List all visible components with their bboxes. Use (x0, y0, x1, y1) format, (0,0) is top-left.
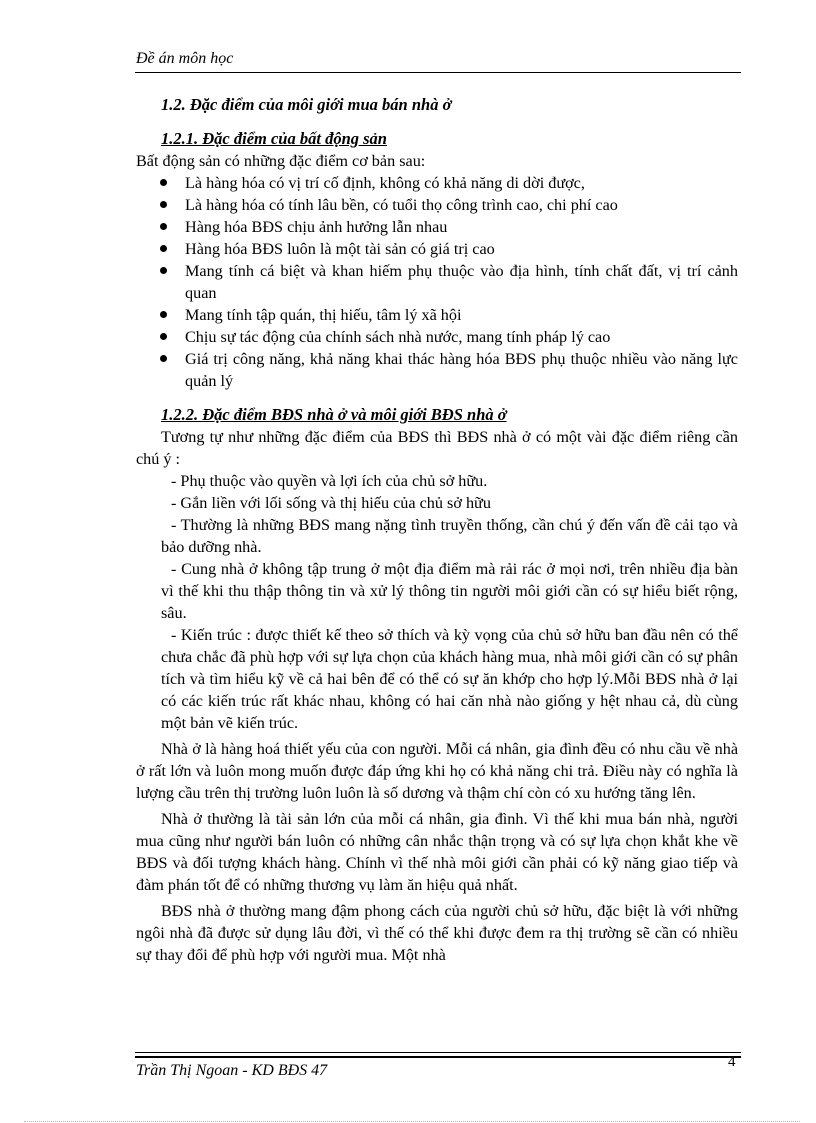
bullet-icon (160, 245, 167, 252)
paragraph: BĐS nhà ở thường mang đậm phong cách của người chủ sở hữu, đặc biệt là với những ngôi nhà đã được sử dụng lâu đời, vì thế có thể khi được đem ra thị trường sẽ cần có nhiều sự thay đổi để phù hợp với người mua. Một nhà (136, 902, 738, 964)
subsection-heading-1: 1.2.1. Đặc điểm của bất động sản (161, 129, 387, 148)
list-item: Là hàng hóa có tính lâu bền, có tuổi thọ công trình cao, chi phí cao (136, 194, 738, 216)
bullet-icon (160, 267, 167, 274)
page-number: 4 (728, 1054, 736, 1070)
list-item: Chịu sự tác động của chính sách nhà nước, mang tính pháp lý cao (136, 326, 738, 348)
bullet-icon (160, 223, 167, 230)
residential-features-list (136, 470, 738, 734)
bullet-icon (160, 311, 167, 318)
header-rule (135, 72, 741, 73)
list-item: Giá trị công năng, khả năng khai thác hàng hóa BĐS phụ thuộc nhiều vào năng lực quản lý (136, 348, 738, 392)
paragraph: Nhà ở là hàng hoá thiết yếu của con người. Mỗi cá nhân, gia đình đều có nhu cầu về nhà ở rất lớn và luôn mong muốn được đáp ứng khi họ có khả năng chi trả. Điều này có nghĩa là lượng cầu trên thị trường luôn luôn là số dương và thậm chí còn có xu hướng tăng lên. (136, 740, 738, 802)
footer-author: Trần Thị Ngoan - KD BĐS 47 (136, 1062, 328, 1079)
dash-item: - Kiến trúc : được thiết kế theo sở thích và kỳ vọng của chủ sở hữu ban đầu nên có thể chưa chắc đã phù hợp với sự lựa chọn của khách hàng mua, nhà môi giới cần có sự phân tích và tìm hiểu kỹ về cả hai bên để có thể có sự ăn khớp cho hợp lý.Mỗi BĐS nhà ở lại có các kiến trúc rất khác nhau, không có hai căn nhà nào giống y hệt nhau cả, dù cùng một bản vẽ kiến trúc. (161, 626, 738, 732)
dash-item: - Cung nhà ở không tập trung ở một địa điểm mà rải rác ở mọi nơi, trên nhiều địa bàn vì thế khi thu thập thông tin và xử lý thông tin người môi giới cần có sự hiểu biết rộng, sâu. (161, 560, 738, 622)
bullet-icon (160, 355, 167, 362)
page-header-title: Đề án môn học (136, 50, 234, 67)
section-heading: 1.2. Đặc điểm của môi giới mua bán nhà ở (161, 95, 452, 114)
subsection-heading-2: 1.2.2. Đặc điểm BĐS nhà ở và môi giới BĐS nhà ở (161, 405, 507, 424)
subsection-1-intro: Bất động sản có những đặc điểm cơ bản sau: (136, 152, 426, 170)
subsection-2-intro: Tương tự như những đặc điểm của BĐS thì BĐS nhà ở có một vài đặc điểm riêng cần chú ý : (136, 428, 738, 468)
footer-rule (135, 1052, 741, 1053)
dash-item: - Thường là những BĐS mang nặng tình truyền thống, cần chú ý đến vấn đề cải tạo và bảo dưỡng nhà. (161, 516, 738, 556)
bullet-icon (160, 179, 167, 186)
footer-rule-thick (135, 1056, 741, 1058)
paragraph: Nhà ở thường là tài sản lớn của mỗi cá nhân, gia đình. Vì thế khi mua bán nhà, người mua cũng như người bán luôn có những cân nhắc thận trọng và có sự lựa chọn khắt khe về BĐS và đối tượng khách hàng. Chính vì thế nhà môi giới cần phải có kỹ năng giao tiếp và đàm phán tốt để có những thương vụ làm ăn hiệu quả nhất. (136, 810, 738, 894)
page-content (136, 94, 738, 966)
dash-item: - Gắn liền với lối sống và thị hiếu của chủ sở hữu (171, 494, 491, 512)
bullet-icon (160, 201, 167, 208)
bullet-icon (160, 333, 167, 340)
list-item: Hàng hóa BĐS luôn là một tài sản có giá trị cao (136, 238, 738, 260)
property-features-list (136, 172, 738, 392)
list-item: Hàng hóa BĐS chịu ảnh hưởng lẫn nhau (136, 216, 738, 238)
list-item: Mang tính tập quán, thị hiếu, tâm lý xã hội (136, 304, 738, 326)
list-item: Mang tính cá biệt và khan hiếm phụ thuộc vào địa hình, tính chất đất, vị trí cảnh quan (136, 260, 738, 304)
page-edge-dotted-line (24, 1121, 800, 1122)
list-item: Là hàng hóa có vị trí cố định, không có khả năng di dời được, (136, 172, 738, 194)
dash-item: - Phụ thuộc vào quyền và lợi ích của chủ sở hữu. (171, 472, 488, 490)
